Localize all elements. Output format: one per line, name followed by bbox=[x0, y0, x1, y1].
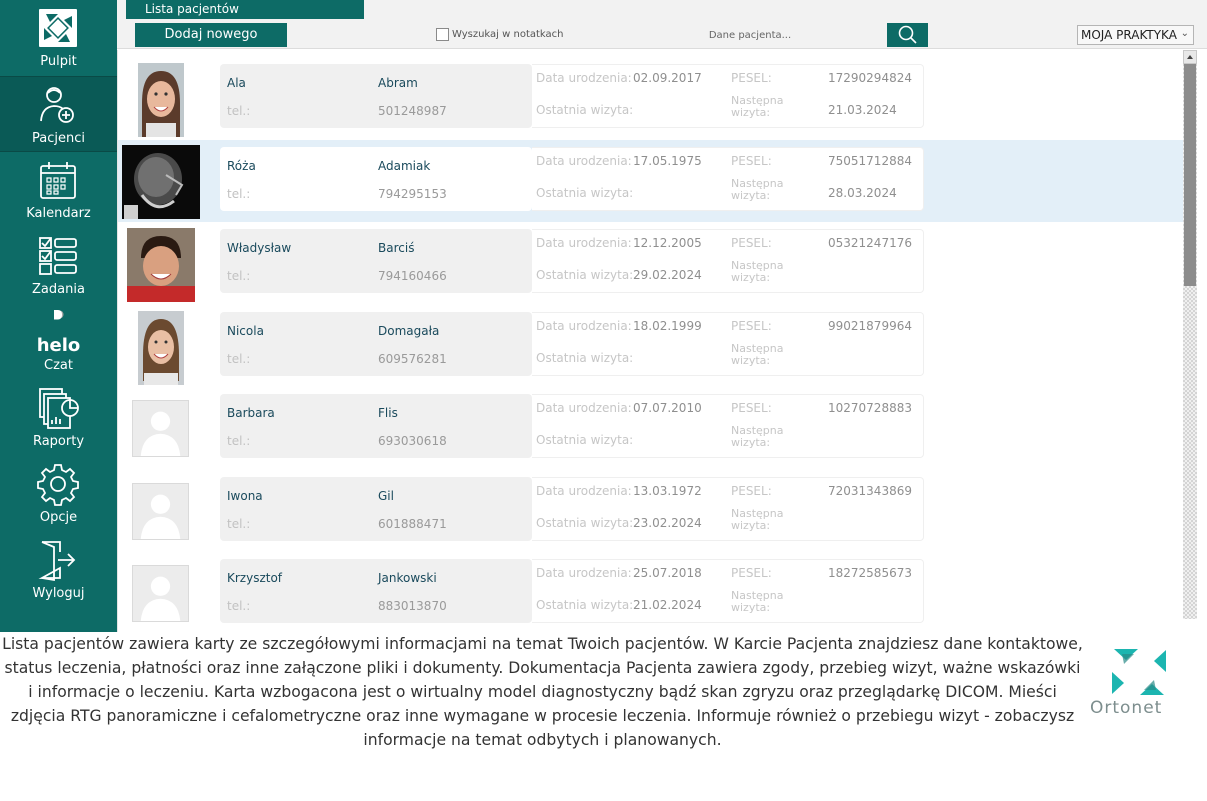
sidebar-item-raporty[interactable] bbox=[0, 380, 117, 456]
patient-photo[interactable] bbox=[138, 63, 184, 137]
patient-icon bbox=[36, 83, 80, 127]
pesel-label: PESEL: bbox=[731, 483, 772, 498]
tab-patient-list[interactable]: Lista pacjentów bbox=[126, 0, 364, 19]
sidebar-item-pulpit[interactable] bbox=[0, 0, 117, 76]
practice-select[interactable] bbox=[1077, 25, 1194, 45]
patient-phone: 693030618 bbox=[378, 434, 447, 448]
patient-name-card[interactable] bbox=[220, 477, 532, 541]
sidebar-label-opcje: Opcje bbox=[39, 510, 78, 525]
reports-icon bbox=[36, 386, 80, 430]
dob-label: Data urodzenia: bbox=[536, 483, 632, 498]
patient-last-name: Flis bbox=[378, 406, 398, 420]
patient-info-card[interactable] bbox=[532, 559, 924, 623]
patient-name-card[interactable] bbox=[220, 147, 532, 211]
dob-label: Data urodzenia: bbox=[536, 318, 632, 333]
next-visit-label: Następna wizyta: bbox=[731, 341, 784, 367]
patient-info-card[interactable] bbox=[532, 64, 924, 128]
pesel-label: PESEL: bbox=[731, 318, 772, 333]
patient-info-card[interactable] bbox=[532, 394, 924, 458]
patient-phone: 601888471 bbox=[378, 516, 447, 531]
phone-label: tel.: bbox=[227, 269, 251, 283]
patient-photo[interactable] bbox=[132, 400, 189, 457]
patient-row[interactable] bbox=[118, 57, 1183, 139]
sidebar-item-pacjenci[interactable] bbox=[0, 76, 117, 152]
dob-label: Data urodzenia: bbox=[536, 71, 632, 85]
scrollbar[interactable] bbox=[1183, 50, 1197, 619]
phone-label: tel.: bbox=[227, 351, 251, 366]
patient-first-name: Ala bbox=[227, 76, 246, 90]
sidebar-label-pacjenci: Pacjenci bbox=[32, 131, 85, 146]
next-visit-label: Następna wizyta: bbox=[731, 506, 784, 532]
sidebar-label-raporty: Raporty bbox=[32, 434, 85, 449]
patient-last-name: Jankowski bbox=[378, 571, 437, 585]
phone-label: tel.: bbox=[227, 186, 251, 201]
scroll-thumb[interactable] bbox=[1184, 64, 1196, 286]
patient-first-name: Iwona bbox=[227, 488, 263, 503]
last-visit-label: Ostatnia wizyta: bbox=[536, 598, 634, 612]
last-visit-label: Ostatnia wizyta: bbox=[536, 350, 634, 365]
patient-phone: 794295153 bbox=[378, 186, 447, 201]
next-visit-label: Następna wizyta: bbox=[731, 94, 784, 119]
sidebar bbox=[0, 0, 117, 632]
patient-phone: 609576281 bbox=[378, 351, 447, 366]
sidebar-label-wyloguj: Wyloguj bbox=[32, 586, 85, 601]
sidebar-item-kalendarz[interactable] bbox=[0, 152, 117, 228]
patient-phone: 794160466 bbox=[378, 269, 447, 283]
helo-brand-text: helo bbox=[36, 335, 81, 356]
patient-row[interactable] bbox=[118, 222, 1183, 304]
next-visit-label: Następna wizyta: bbox=[731, 424, 784, 449]
patient-pesel: 17290294824 bbox=[828, 71, 912, 85]
next-visit-label: Następna wizyta: bbox=[731, 259, 784, 284]
pesel-label: PESEL: bbox=[731, 401, 772, 415]
patient-first-name: Władysław bbox=[227, 241, 292, 255]
patient-photo[interactable] bbox=[138, 311, 184, 385]
pesel-label: PESEL: bbox=[731, 236, 772, 250]
search-icon bbox=[887, 23, 928, 47]
sidebar-label-kalendarz: Kalendarz bbox=[26, 206, 91, 221]
patient-next-visit: 21.03.2024 bbox=[828, 103, 897, 117]
patient-last-name: Barciś bbox=[378, 241, 415, 255]
patient-dob: 25.07.2018 bbox=[633, 566, 702, 580]
patient-dob: 18.02.1999 bbox=[633, 318, 702, 333]
patient-dob: 17.05.1975 bbox=[633, 153, 702, 168]
patient-next-visit: 28.03.2024 bbox=[828, 185, 897, 200]
patient-info-card[interactable] bbox=[532, 229, 924, 293]
next-visit-label: Następna wizyta: bbox=[731, 589, 784, 614]
patient-search-input[interactable] bbox=[620, 24, 880, 46]
patient-name-card[interactable] bbox=[220, 229, 532, 293]
dob-label: Data urodzenia: bbox=[536, 566, 632, 580]
scroll-up-button[interactable] bbox=[1183, 50, 1197, 64]
sidebar-item-wyloguj[interactable] bbox=[0, 532, 117, 608]
patient-pesel: 05321247176 bbox=[828, 236, 912, 250]
patient-phone: 883013870 bbox=[378, 599, 447, 613]
patient-dob: 07.07.2010 bbox=[633, 401, 702, 415]
patient-info-card[interactable] bbox=[532, 312, 924, 376]
patient-photo[interactable] bbox=[132, 483, 189, 540]
patient-pesel: 10270728883 bbox=[828, 401, 912, 415]
patient-list bbox=[117, 50, 1183, 632]
ortonet-logo-text: Ortonet bbox=[1090, 698, 1163, 718]
patient-dob: 12.12.2005 bbox=[633, 236, 702, 250]
patient-name-card[interactable] bbox=[220, 312, 532, 376]
description-caption: Lista pacjentów zawiera karty ze szczegółowymi informacjami na temat Twoich pacjentów. W Karcie Pacjenta znajdziesz dane kontaktowe, status leczenia, płatności oraz inne załączone pliki i dokumenty. Dokumentacja Pacjenta zawiera zgody, przebieg wizyt, ważne wskazówki i informacje o leczeniu. Karta wzbogacona jest o wirtualny model diagnostyczny bądź skan zgryzu oraz przeglądarkę DICOM. Mieści zdjęcia RTG panoramiczne i cefalometryczne oraz inne wymagane w procesie leczenia. Informuje również o przebiegu wizyt - zobaczysz informacje na temat odbytych i planowanych. bbox=[2, 635, 1083, 749]
patient-row[interactable] bbox=[118, 552, 1183, 632]
patient-first-name: Barbara bbox=[227, 406, 275, 420]
patient-pesel: 75051712884 bbox=[828, 153, 912, 168]
last-visit-label: Ostatnia wizyta: bbox=[536, 515, 634, 530]
sidebar-label-zadania: Zadania bbox=[32, 282, 85, 297]
patient-pesel: 18272585673 bbox=[828, 566, 912, 580]
patient-row[interactable] bbox=[118, 305, 1183, 387]
patient-first-name: Nicola bbox=[227, 323, 264, 338]
patient-info-card[interactable] bbox=[532, 147, 924, 211]
patient-last-visit: 21.02.2024 bbox=[633, 598, 702, 612]
patient-info-card[interactable] bbox=[532, 477, 924, 541]
patient-photo[interactable] bbox=[122, 145, 200, 219]
patient-photo[interactable] bbox=[127, 228, 195, 302]
chevron-down-icon: ⌄ bbox=[1180, 28, 1189, 39]
practice-select-value: MOJA PRAKTYKA bbox=[1081, 28, 1177, 42]
logo-icon bbox=[36, 6, 80, 50]
last-visit-label: Ostatnia wizyta: bbox=[536, 433, 634, 447]
patient-last-visit: 23.02.2024 bbox=[633, 515, 702, 530]
patient-last-name: Gil bbox=[378, 488, 394, 503]
sidebar-item-zadania[interactable] bbox=[0, 228, 117, 304]
tab-strip bbox=[117, 0, 1207, 19]
sidebar-item-czat[interactable] bbox=[0, 304, 117, 380]
dob-label: Data urodzenia: bbox=[536, 236, 632, 250]
search-notes-checkbox[interactable] bbox=[436, 28, 449, 41]
pesel-label: PESEL: bbox=[731, 566, 772, 580]
search-button[interactable] bbox=[887, 23, 928, 47]
last-visit-label: Ostatnia wizyta: bbox=[536, 268, 634, 282]
last-visit-label: Ostatnia wizyta: bbox=[536, 185, 634, 200]
dob-label: Data urodzenia: bbox=[536, 153, 632, 168]
helo-chat-icon bbox=[36, 308, 80, 330]
patient-phone: 501248987 bbox=[378, 104, 447, 118]
add-patient-button[interactable]: Dodaj nowego bbox=[135, 23, 287, 47]
patient-photo[interactable] bbox=[132, 565, 189, 622]
tasks-icon bbox=[36, 234, 80, 278]
pesel-label: PESEL: bbox=[731, 153, 772, 168]
patient-name-card[interactable] bbox=[220, 64, 532, 128]
logout-icon bbox=[36, 538, 80, 582]
gear-icon bbox=[36, 462, 80, 506]
patient-last-name: Abram bbox=[378, 76, 418, 90]
patient-pesel: 72031343869 bbox=[828, 483, 912, 498]
patient-name-card[interactable] bbox=[220, 559, 532, 623]
patient-dob: 02.09.2017 bbox=[633, 71, 702, 85]
dob-label: Data urodzenia: bbox=[536, 401, 632, 415]
next-visit-label: Następna wizyta: bbox=[731, 176, 784, 202]
patient-first-name: Róża bbox=[227, 158, 256, 173]
search-notes-label: Wyszukaj w notatkach bbox=[452, 29, 564, 40]
sidebar-label-pulpit: Pulpit bbox=[40, 54, 77, 69]
patient-dob: 13.03.1972 bbox=[633, 483, 702, 498]
patient-first-name: Krzysztof bbox=[227, 571, 283, 585]
patient-row[interactable] bbox=[118, 470, 1183, 552]
phone-label: tel.: bbox=[227, 104, 251, 118]
patient-row[interactable] bbox=[118, 140, 1183, 222]
last-visit-label: Ostatnia wizyta: bbox=[536, 103, 634, 117]
sidebar-label-czat: Czat bbox=[44, 358, 73, 373]
calendar-icon bbox=[36, 158, 80, 202]
patient-pesel: 99021879964 bbox=[828, 318, 912, 333]
ortonet-logo bbox=[1108, 646, 1170, 698]
patient-name-card[interactable] bbox=[220, 394, 532, 458]
patient-row[interactable] bbox=[118, 387, 1183, 469]
patient-last-name: Domagała bbox=[378, 323, 440, 338]
pesel-label: PESEL: bbox=[731, 71, 772, 85]
patient-last-visit: 29.02.2024 bbox=[633, 268, 702, 282]
phone-label: tel.: bbox=[227, 434, 251, 448]
patient-last-name: Adamiak bbox=[378, 158, 431, 173]
phone-label: tel.: bbox=[227, 599, 251, 613]
phone-label: tel.: bbox=[227, 516, 251, 531]
sidebar-item-opcje[interactable] bbox=[0, 456, 117, 532]
